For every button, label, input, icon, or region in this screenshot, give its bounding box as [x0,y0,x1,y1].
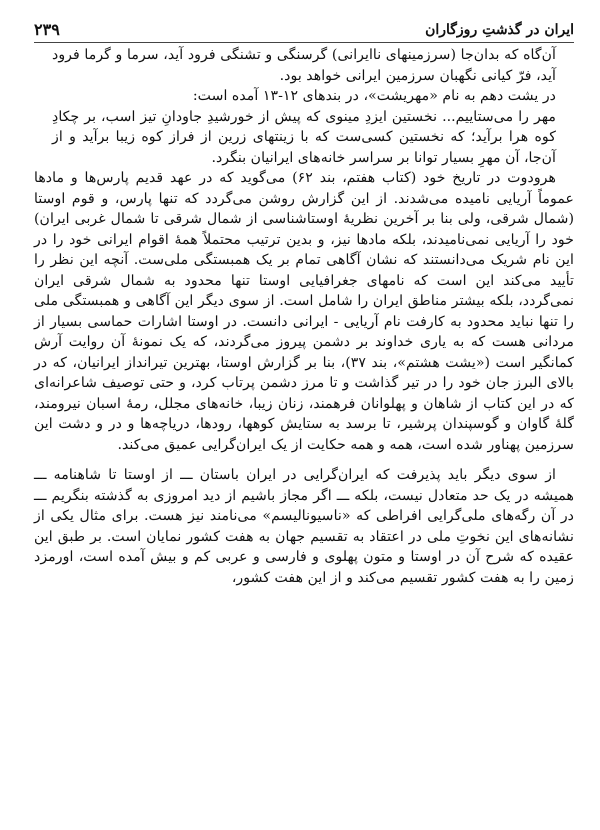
paragraph-gap [34,455,574,465]
paragraph-quote-mehr: مهر را می‌ستاییم... نخستین ایزدِ مینوی که پیش از خورشیدِ جاودانِ تیز اسب، بر چکادِ کوه هرا برآید؛ که نخستین کسی‌ست که با زینتهای زرین از فراز کوه زیبا برآید و از آن‌جا، آن مهرِ بسیار توانا بر سراسر خانه‌های ایرانیان بنگرد. [52,108,556,166]
paragraph-mehr-yasht-intro: در یشت دهم به نام «مهریشت»، در بندهای ۱۲-۱۳ آمده است: [192,88,556,104]
paragraph-herodotus: هرودوت در تاریخ خود (کتاب هفتم، بند ۶۲) می‌گوید که در عهد قدیم پارس‌ها و مادها عموماً آریایی نامیده می‌شدند. از این گزارش روشن می‌گردد که تنها پارس، و قوم اوستا (شمال شرقی، ولی بنا بر آخرین نظریهٔ اوستاشناسی از شمال شرقی تا شمال غربی ایران) خود را آریایی نمی‌نامیدند، بلکه مادها نیز، و بدین ترتیب محتملاً همهٔ اقوام ایرانی خود را در این نام شریک می‌دانستند که نشان آگاهی تمام بر یک همبستگی ملی‌ست. آنچه این نظر را تأیید می‌کند این است که نامهای جغرافیایی اوستا تنها محدود به شمال شرقی ایران نمی‌گردد، بلکه بیشتر مناطق ایران را شامل است. از سوی دیگر این آگاهی و همبستگی ملی را تنها نباید محدود به کارفت نام آریایی - ایرانی دانست. در اوستا اشارات حماسی بسیار از مردانی هست که به یاری خداوند بر دشمن پیروز می‌گردند، که یک نمونهٔ آن روایت آرش کمانگیر است («یشت هشتم»، بند ۳۷)، بنا بر گزارش اوستا، بهترین تیرانداز ایرانیان، که در بالای البرز جان خود را در تیر گذاشت و تا مرز دشمن پرتاب کرد، و حتی توصیف شاعرانه‌ای که در این کتاب از شاهان و پهلوانان فرهمند، زنان زیبا، خانه‌های مجلل، رمهٔ اسبان نیرومند، گلهٔ گاوان و گوسپندان پرشیر، تا برسد به ستایش کوهها، رودها، دریاچه‌ها و در و دشت این سرزمین پهناور شده است، همه و همه حکایت از یک ایران‌گرایی عمیق می‌کند. [34,170,574,453]
paragraph-seven-countries: از سوی دیگر باید پذیرفت که ایران‌گرایی در ایران باستان ـــ از اوستا تا شاهنامه ـــ همیشه در یک حد متعادل نیست، بلکه ـــ اگر مجاز باشیم از دید امروزی به گذشته بنگریم ـــ در آن رگه‌های ملی‌گرایی افراطی که «ناسیونالیسم» می‌نامند نیز هست. برای مثال یکی از نشانه‌های این نخوتِ ملی در اعتقاد به تقسیم جهان به هفت کشور نمایان است. بر طبق این عقیده که شرح آن در اوستا و متون پهلوی و فارسی و عربی کم و بیش آمده است، اورمزد زمین را به هفت کشور تقسیم می‌کند و از این هفت کشور، [34,467,574,586]
page-header [34,14,574,43]
book-page [34,14,574,820]
running-title: ایران در گذشتِ روزگاران [425,22,574,38]
page-number: ۲۳۹ [34,20,60,39]
page-content [34,45,574,588]
paragraph-quote-farr: آن‌گاه که بدان‌جا (سرزمینهای ناایرانی) گرسنگی و تشنگی فرود آید، سرما و گرما فرود آید، فرّ کیانی نگهبان سرزمین ایرانی خواهد بود. [52,47,556,84]
